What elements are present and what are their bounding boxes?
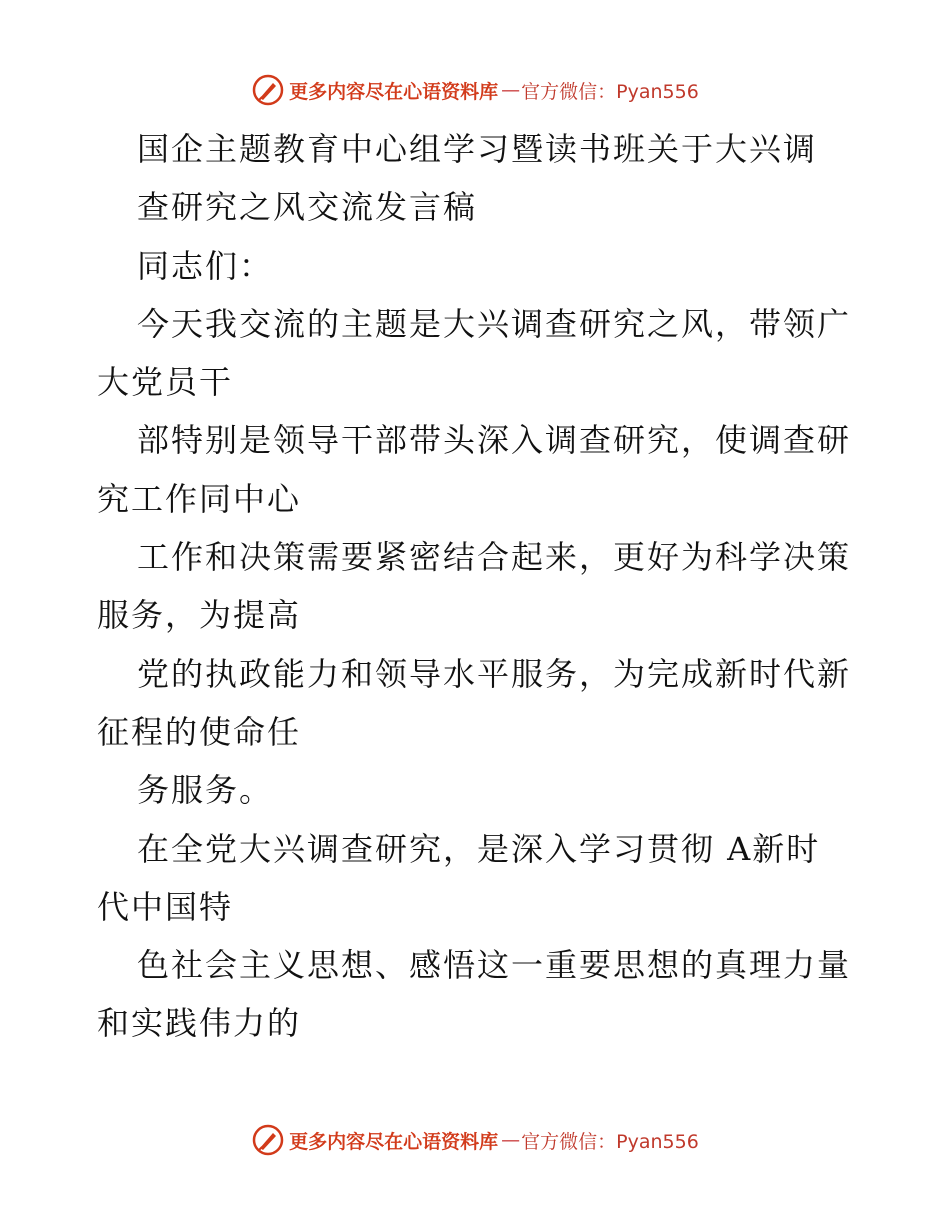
banner-wechat-text: 官方微信：Pyan556: [521, 1130, 699, 1153]
banner-dash: —: [501, 1129, 519, 1151]
document-line: 和实践伟力的: [97, 1004, 302, 1043]
document-line: 究工作同中心: [97, 479, 302, 518]
quill-logo-icon: [251, 73, 285, 107]
document-line: 党的执政能力和领导水平服务，为完成新时代新: [137, 654, 852, 693]
document-line: 大党员干: [97, 363, 234, 402]
footer-watermark-banner: [0, 1120, 950, 1160]
document-line: 在全党大兴调查研究，是深入学习贯彻 A新时: [137, 829, 821, 868]
document-line: 查研究之风交流发言稿: [137, 188, 478, 227]
document-line: 同志们：: [137, 246, 274, 285]
banner-dash: —: [501, 79, 519, 101]
banner-brand-text: 更多内容尽在心语资料库: [289, 1130, 499, 1153]
document-line: 部特别是领导干部带头深入调查研究，使调查研: [137, 421, 852, 460]
banner-brand-text: 更多内容尽在心语资料库: [289, 80, 499, 103]
document-line: 务服务。: [137, 771, 274, 810]
document-line: 征程的使命任: [97, 712, 302, 751]
document-line: 今天我交流的主题是大兴调查研究之风，带领广: [137, 304, 852, 343]
document-line: 服务，为提高: [97, 596, 302, 635]
banner-wechat-text: 官方微信：Pyan556: [521, 80, 699, 103]
document-body: [97, 120, 857, 1053]
quill-logo-icon: [251, 1123, 285, 1157]
header-watermark-banner: [0, 70, 950, 110]
document-line: 代中国特: [97, 887, 234, 926]
document-line: 国企主题教育中心组学习暨读书班关于大兴调: [137, 130, 818, 168]
document-line: 工作和决策需要紧密结合起来，更好为科学决策: [137, 538, 852, 577]
document-line: 色社会主义思想、感悟这一重要思想的真理力量: [137, 946, 852, 985]
